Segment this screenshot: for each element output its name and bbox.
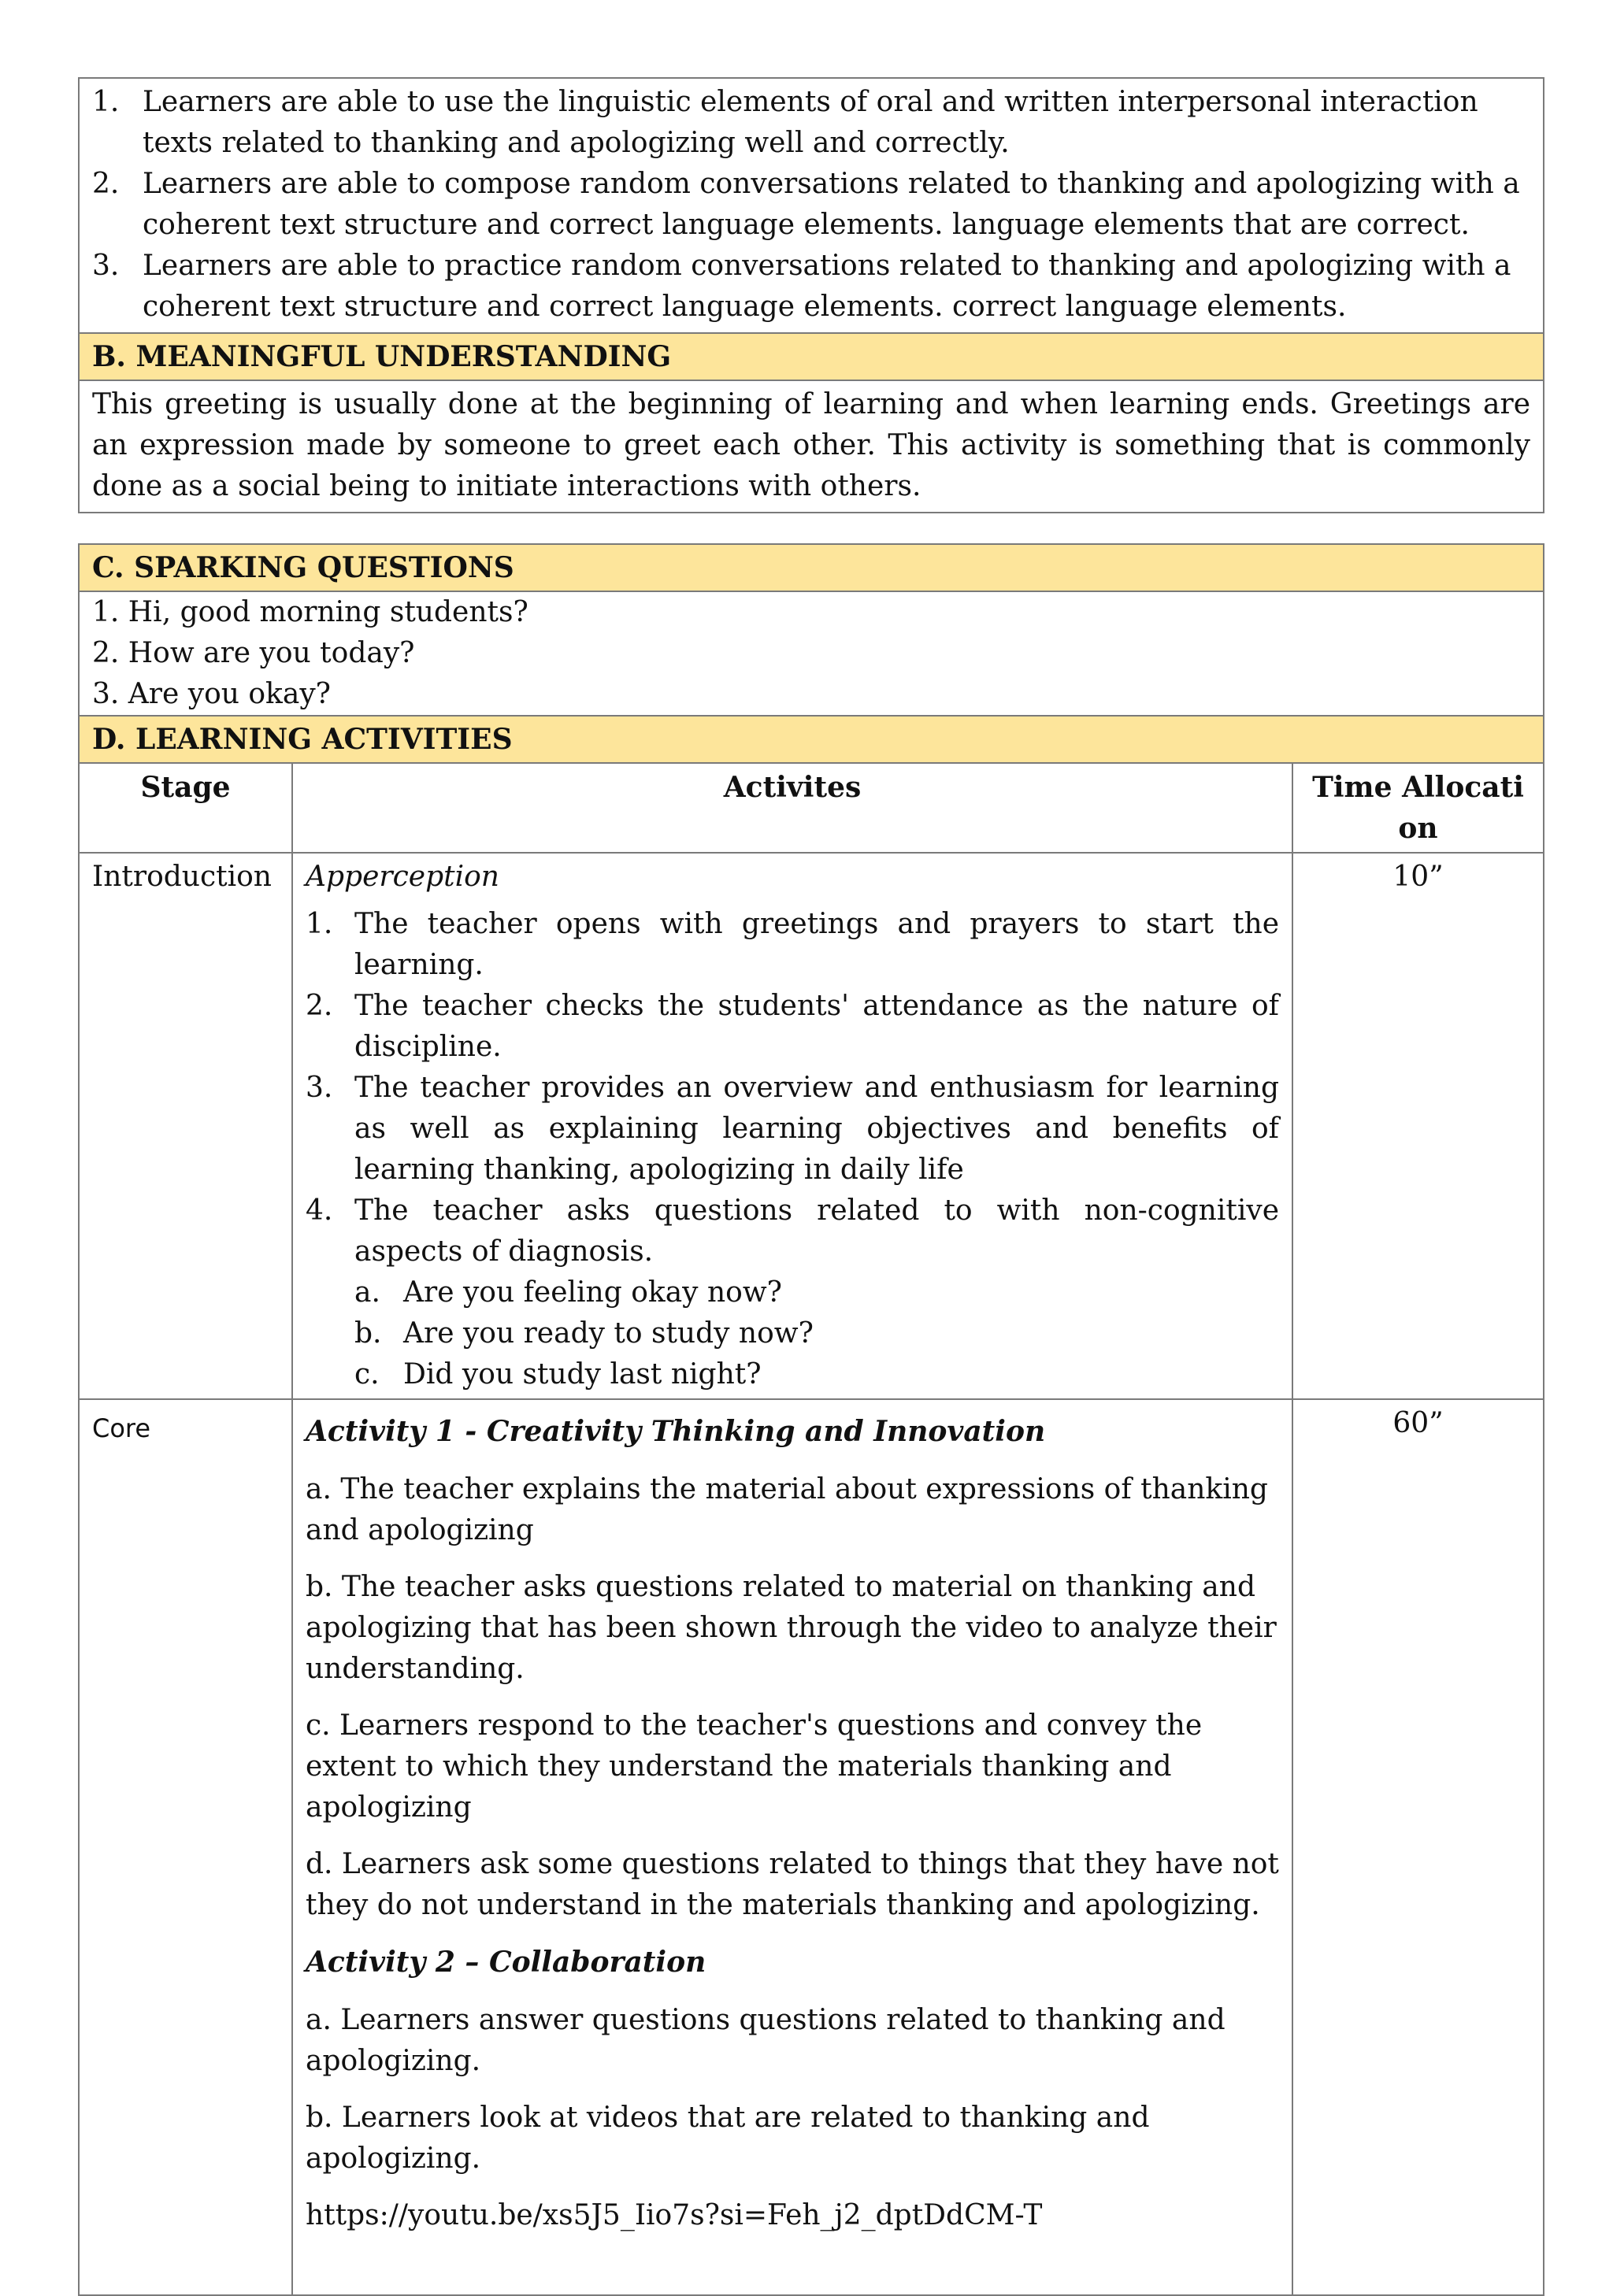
activity-2-title: Activity 2 – Collaboration xyxy=(306,1946,706,1979)
table-row-core xyxy=(80,1399,1543,2294)
objective-item: 3. Learners are able to practice random conversations related to thanking and apologizing with a coherent text structure and correct language elements. correct language elements. xyxy=(92,250,1511,323)
sparking-question: 2. How are you today? xyxy=(92,637,415,669)
learning-activities-heading: D. LEARNING ACTIVITIES xyxy=(80,715,1543,762)
activity-1-step: d. Learners ask some questions related to things that they have not they do not understand in the materials thanking and apologizing. xyxy=(306,1848,1279,1921)
activity-1-step: c. Learners respond to the teacher's questions and convey the extent to which they understand the materials thanking and apologizing xyxy=(306,1709,1203,1824)
column-header-time: Time Allocation xyxy=(1292,763,1543,853)
sparking-questions-heading: C. SPARKING QUESTIONS xyxy=(80,545,1543,592)
activity-2-step: b. Learners look at videos that are related to thanking and apologizing. xyxy=(306,2102,1150,2175)
apperception-list xyxy=(306,904,1279,1272)
sparking-question: 1. Hi, good morning students? xyxy=(92,596,528,628)
video-link[interactable]: https://youtu.be/xs5J5_Iio7s?si=Feh_j2_dptDdCM-T xyxy=(306,2199,1043,2231)
activities-section xyxy=(78,543,1544,2296)
meaningful-understanding-heading: B. MEANINGFUL UNDERSTANDING xyxy=(80,332,1543,381)
introduction-activities xyxy=(292,853,1292,1399)
column-header-stage: Stage xyxy=(80,763,292,853)
list-item: c. Did you study last night? xyxy=(354,1358,762,1391)
apperception-label: Apperception xyxy=(306,861,499,893)
activity-1-step: a. The teacher explains the material about expressions of thanking and apologizing xyxy=(306,1473,1268,1546)
list-item: 3. The teacher provides an overview and enthusiasm for learning as well as explaining learning objectives and benefits of learning thanking, apologizing in daily life xyxy=(306,1072,1279,1186)
meaningful-understanding-text: This greeting is usually done at the beginning of learning and when learning ends. Greetings are an expression made by someone to greet each other. This activity is something that is commonly done as a social being to initiate interactions with others. xyxy=(92,388,1530,502)
objectives-section xyxy=(78,77,1544,513)
objective-item: 2. Learners are able to compose random conversations related to thanking and apologizing with a coherent text structure and correct language elements. language elements that are correct. xyxy=(92,168,1520,241)
learning-activities-table xyxy=(80,762,1543,2294)
stage-introduction: Introduction xyxy=(80,853,292,1399)
objectives-list xyxy=(80,79,1543,332)
diagnosis-questions-list xyxy=(306,1272,1279,1395)
activity-2-step: a. Learners answer questions questions related to thanking and apologizing. xyxy=(306,2004,1226,2077)
list-item: 1. The teacher opens with greetings and prayers to start the learning. xyxy=(306,908,1279,981)
column-header-activities: Activites xyxy=(292,763,1292,853)
objective-item: 1. Learners are able to use the linguistic elements of oral and written interpersonal interaction texts related to thanking and apologizing well and correctly. xyxy=(92,86,1478,159)
list-item: 2. The teacher checks the students' attendance as the nature of discipline. xyxy=(306,990,1279,1063)
stage-core: Core xyxy=(80,1399,292,2294)
table-row-introduction xyxy=(80,853,1543,1399)
activity-1-title: Activity 1 - Creativity Thinking and Innovation xyxy=(306,1415,1046,1448)
sparking-question: 3. Are you okay? xyxy=(92,678,331,710)
list-item: b. Are you ready to study now? xyxy=(354,1317,814,1350)
activity-1-step: b. The teacher asks questions related to material on thanking and apologizing that has been shown through the video to analyze their understanding. xyxy=(306,1571,1277,1685)
list-item: 4. The teacher asks questions related to with non-cognitive aspects of diagnosis. xyxy=(306,1194,1279,1268)
time-core: 60” xyxy=(1292,1399,1543,2294)
core-activities xyxy=(292,1399,1292,2294)
time-introduction: 10” xyxy=(1292,853,1543,1399)
list-item: a. Are you feeling okay now? xyxy=(354,1276,782,1309)
